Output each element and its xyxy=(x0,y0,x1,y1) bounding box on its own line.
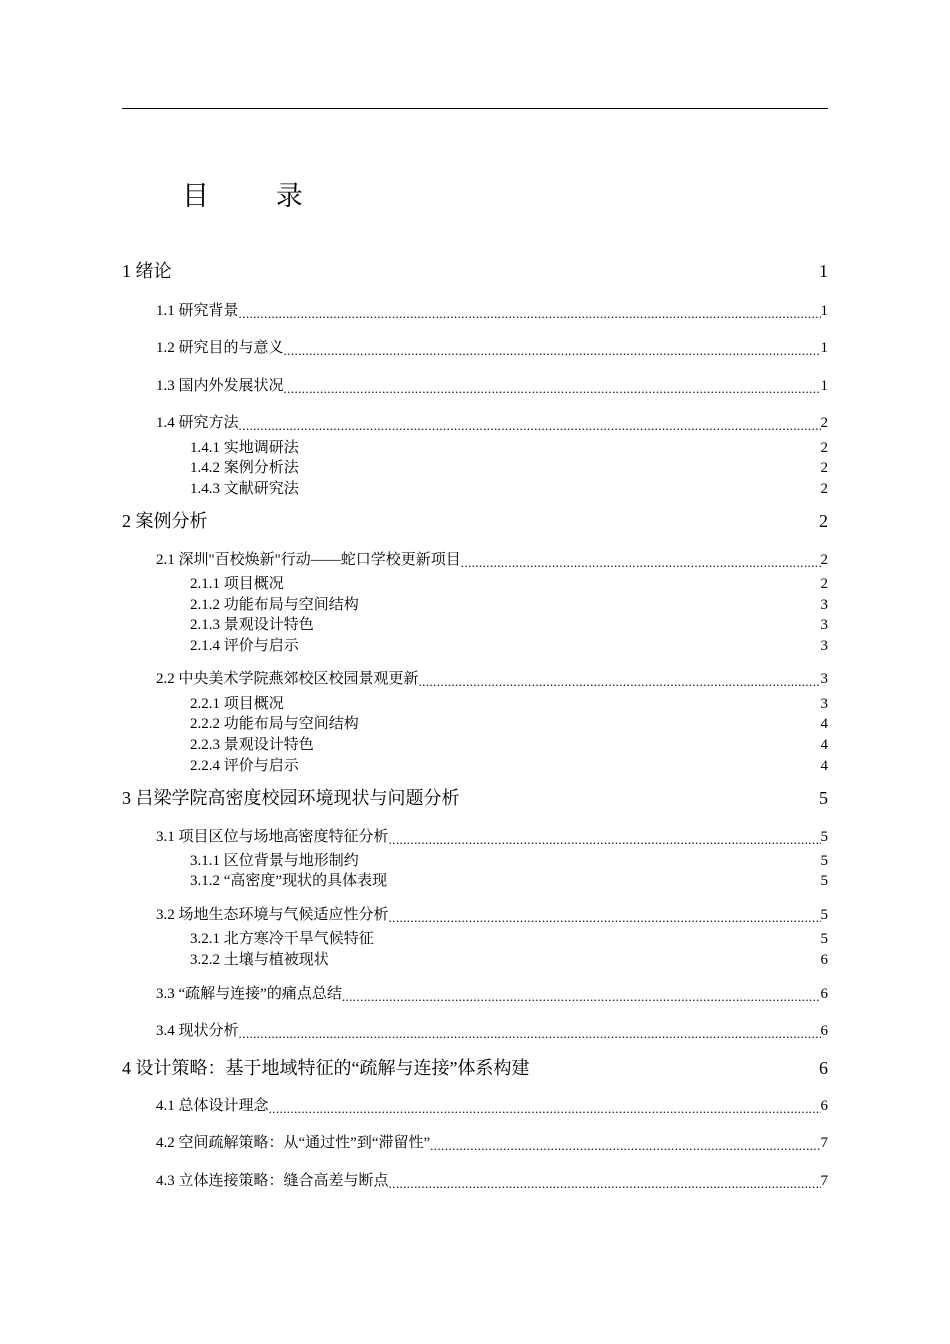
toc-page-number: 3 xyxy=(820,696,828,712)
toc-entry-text: 2.2.2 功能布局与空间结构 xyxy=(190,716,359,732)
toc-entry-text: 1.1 研究背景 xyxy=(156,303,239,319)
dot-leader xyxy=(389,1170,821,1192)
dot-leader xyxy=(269,1095,821,1117)
toc-entry-text: 3 吕梁学院高密度校园环境现状与问题分析 xyxy=(122,788,460,808)
toc-page-number: 1 xyxy=(819,261,828,281)
toc-page-number: 2 xyxy=(820,440,828,456)
toc-entry-level2[interactable] xyxy=(156,983,828,1005)
toc-entry-level3[interactable] xyxy=(190,693,828,715)
toc-entry-text: 2.1.1 项目概况 xyxy=(190,576,284,592)
toc-page-number: 1 xyxy=(820,303,828,319)
toc-entry-level2[interactable] xyxy=(156,668,828,690)
toc-entry-level3[interactable] xyxy=(190,478,828,500)
toc-entry-text: 3.1.2 “高密度”现状的具体表现 xyxy=(190,873,388,889)
toc-entry-text: 3.2.2 土壤与植被现状 xyxy=(190,952,329,968)
toc-entry-level3[interactable] xyxy=(190,870,828,892)
toc-entry-level3[interactable] xyxy=(190,594,828,616)
toc-page-number: 4 xyxy=(820,737,828,753)
toc-entry-level2[interactable] xyxy=(156,1095,828,1117)
toc-page-number: 3 xyxy=(820,617,828,633)
toc-page-number: 7 xyxy=(820,1135,828,1151)
toc-page-number: 6 xyxy=(820,952,828,968)
toc-page-number: 3 xyxy=(820,671,828,687)
dot-leader xyxy=(284,337,821,359)
toc-entry-text: 3.2.1 北方寒冷干旱气候特征 xyxy=(190,931,374,947)
toc-entry-level3[interactable] xyxy=(190,614,828,636)
toc-page-number: 5 xyxy=(820,853,828,869)
toc-entry-text: 2.2.3 景观设计特色 xyxy=(190,737,314,753)
toc-page-number: 5 xyxy=(819,788,828,808)
toc-page-number: 2 xyxy=(820,415,828,431)
toc-entry-text: 2.1 深圳"百校焕新"行动——蛇口学校更新项目 xyxy=(156,552,461,568)
toc-page-number: 2 xyxy=(820,552,828,568)
toc-entry-text: 3.4 现状分析 xyxy=(156,1023,239,1039)
toc-entry-text: 1.4 研究方法 xyxy=(156,415,239,431)
toc-page-number: 6 xyxy=(820,986,828,1002)
dot-leader xyxy=(342,983,821,1005)
toc-page-number: 4 xyxy=(820,716,828,732)
toc-entry-text: 3.2 场地生态环境与气候适应性分析 xyxy=(156,907,389,923)
toc-entry-text: 1 绪论 xyxy=(122,261,172,281)
toc-entry-text: 3.1.1 区位背景与地形制约 xyxy=(190,853,359,869)
dot-leader xyxy=(239,412,821,434)
toc-entry-text: 4.2 空间疏解策略：从“通过性”到“滞留性” xyxy=(156,1135,431,1151)
toc-entry-text: 1.4.2 案例分析法 xyxy=(190,460,299,476)
toc-entry-level2[interactable] xyxy=(156,904,828,926)
toc-page-number: 1 xyxy=(820,378,828,394)
dot-leader xyxy=(430,1132,820,1154)
toc-page-number: 3 xyxy=(820,597,828,613)
toc-entry-level2[interactable] xyxy=(156,549,828,571)
dot-leader xyxy=(284,375,821,397)
toc-entry-level2[interactable] xyxy=(156,412,828,434)
toc-page-number: 6 xyxy=(820,1023,828,1039)
toc-entry-level2[interactable] xyxy=(156,337,828,359)
toc-entry-level1[interactable] xyxy=(122,510,828,532)
toc-page-number: 5 xyxy=(820,907,828,923)
toc-entry-text: 4 设计策略：基于地域特征的“疏解与连接”体系构建 xyxy=(122,1058,530,1078)
toc-entry-level3[interactable] xyxy=(190,949,828,971)
toc-page-number: 6 xyxy=(819,1058,828,1078)
toc-page-number: 2 xyxy=(820,481,828,497)
toc-page-number: 5 xyxy=(820,931,828,947)
toc-entry-level3[interactable] xyxy=(190,457,828,479)
dot-leader xyxy=(239,1020,821,1042)
toc-page-number: 1 xyxy=(820,340,828,356)
toc-entry-text: 2.1.4 评价与启示 xyxy=(190,638,299,654)
toc-page-number: 2 xyxy=(820,576,828,592)
dot-leader xyxy=(239,300,821,322)
toc-entry-level2[interactable] xyxy=(156,375,828,397)
toc-page-number: 3 xyxy=(820,638,828,654)
toc-entry-level2[interactable] xyxy=(156,300,828,322)
dot-leader xyxy=(389,826,821,848)
toc-entry-text: 4.1 总体设计理念 xyxy=(156,1098,269,1114)
toc-title: 目 录 xyxy=(182,181,333,211)
toc-entry-level2[interactable] xyxy=(156,826,828,848)
toc-entry-text: 2.1.2 功能布局与空间结构 xyxy=(190,597,359,613)
toc-page-number: 5 xyxy=(820,829,828,845)
toc-page-number: 6 xyxy=(820,1098,828,1114)
toc-entry-text: 2.2.1 项目概况 xyxy=(190,696,284,712)
toc-page-number: 2 xyxy=(819,511,828,531)
toc-entry-level2[interactable] xyxy=(156,1132,828,1154)
toc-entry-text: 4.3 立体连接策略：缝合高差与断点 xyxy=(156,1173,389,1189)
toc-entry-level1[interactable] xyxy=(122,1057,828,1079)
toc-entry-text: 1.4.1 实地调研法 xyxy=(190,440,299,456)
toc-entry-text: 3.3 “疏解与连接”的痛点总结 xyxy=(156,986,342,1002)
toc-entry-text: 2.1.3 景观设计特色 xyxy=(190,617,314,633)
toc-entry-text: 1.3 国内外发展状况 xyxy=(156,378,284,394)
toc-entry-level2[interactable] xyxy=(156,1170,828,1192)
toc-entry-text: 1.4.3 文献研究法 xyxy=(190,481,299,497)
toc-entry-level3[interactable] xyxy=(190,755,828,777)
toc-entry-level3[interactable] xyxy=(190,928,828,950)
toc-entry-text: 2.2 中央美术学院燕郊校区校园景观更新 xyxy=(156,671,419,687)
dot-leader xyxy=(461,549,821,571)
toc-entry-level2[interactable] xyxy=(156,1020,828,1042)
toc-entry-text: 2 案例分析 xyxy=(122,511,208,531)
toc-page-number: 4 xyxy=(820,758,828,774)
toc-entry-level3[interactable] xyxy=(190,713,828,735)
toc-page-number: 2 xyxy=(820,460,828,476)
toc-entry-level1[interactable] xyxy=(122,260,828,282)
toc-entry-level3[interactable] xyxy=(190,437,828,459)
toc-entry-text: 1.2 研究目的与意义 xyxy=(156,340,284,356)
toc-entry-text: 2.2.4 评价与启示 xyxy=(190,758,299,774)
toc-entry-level3[interactable] xyxy=(190,635,828,657)
toc-entry-level3[interactable] xyxy=(190,734,828,756)
toc-entry-level1[interactable] xyxy=(122,787,828,809)
toc-page-number: 5 xyxy=(820,873,828,889)
dot-leader xyxy=(419,668,821,690)
toc-page-number: 7 xyxy=(820,1173,828,1189)
toc-entry-text: 3.1 项目区位与场地高密度特征分析 xyxy=(156,829,389,845)
toc-entry-level3[interactable] xyxy=(190,850,828,872)
toc-entry-level3[interactable] xyxy=(190,573,828,595)
dot-leader xyxy=(389,904,821,926)
